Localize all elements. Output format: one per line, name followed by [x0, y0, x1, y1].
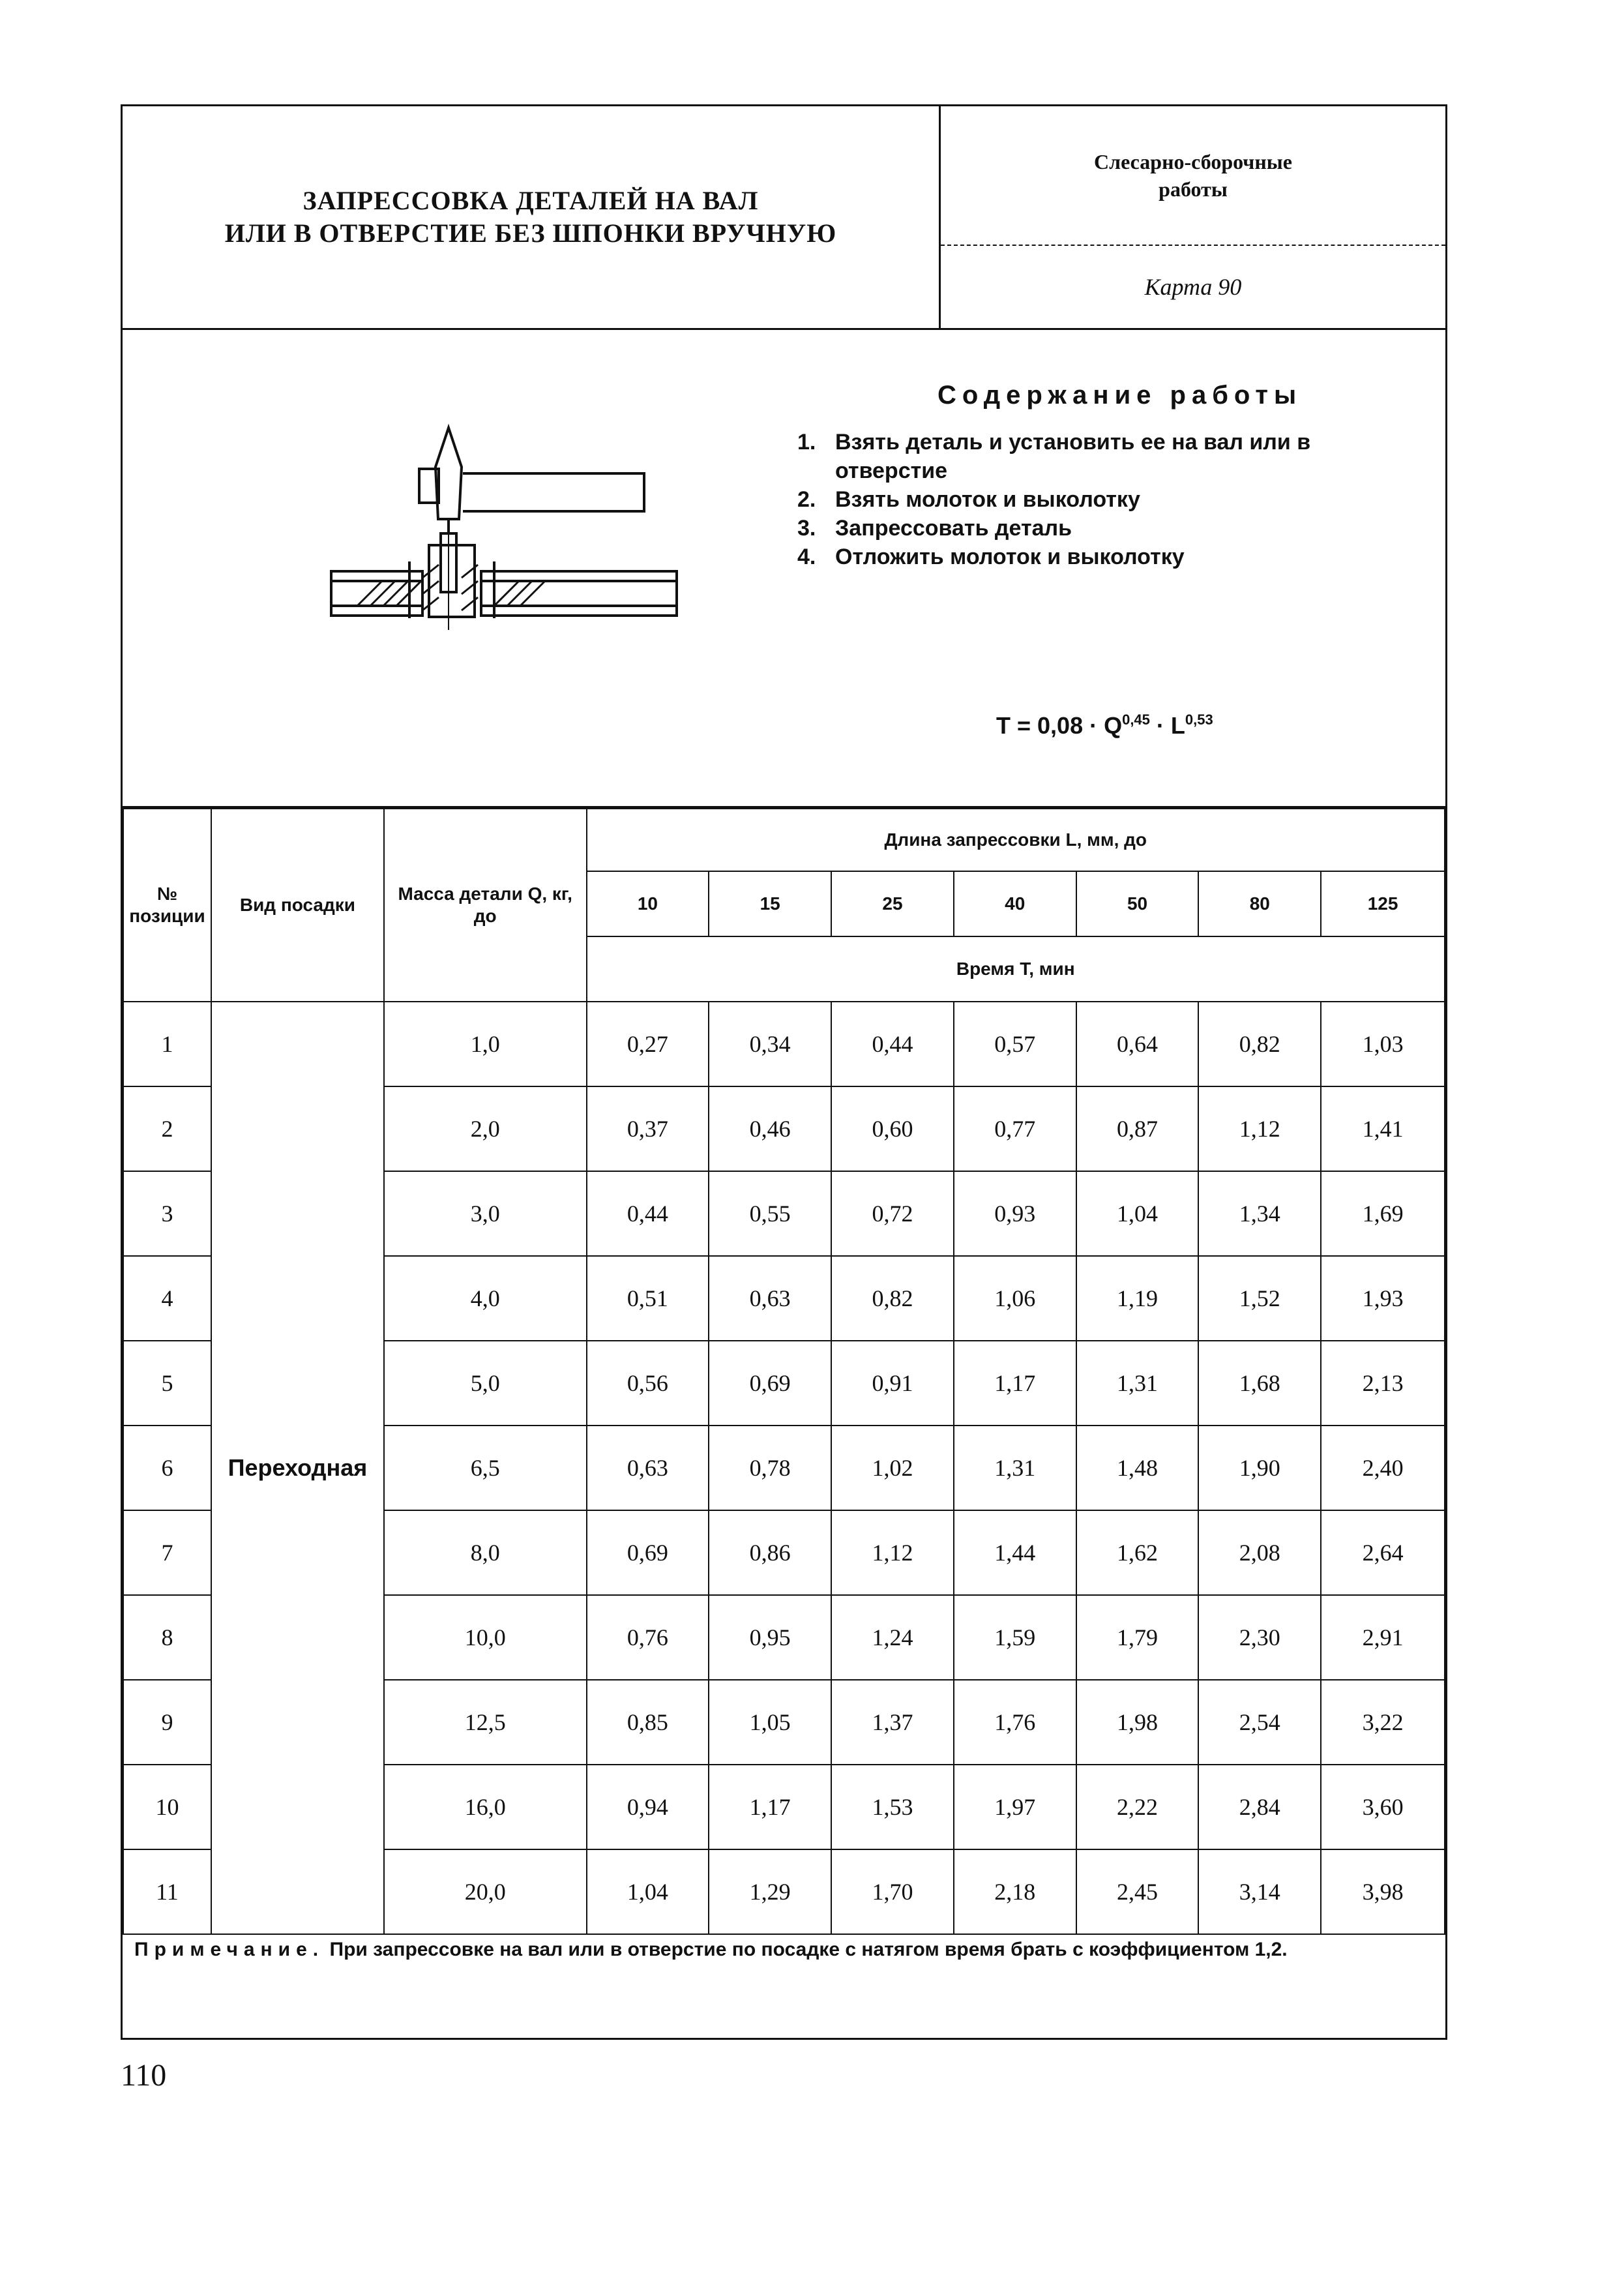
time-value-cell: 0,86: [709, 1510, 831, 1595]
time-value-cell: 1,31: [954, 1426, 1076, 1510]
time-value-cell: 1,97: [954, 1765, 1076, 1849]
time-value-cell: 2,18: [954, 1849, 1076, 1934]
title-line-1: ЗАПРЕССОВКА ДЕТАЛЕЙ НА ВАЛ: [303, 186, 759, 215]
time-value-cell: 1,03: [1321, 1002, 1445, 1086]
time-value-cell: 3,98: [1321, 1849, 1445, 1934]
time-value-cell: 0,63: [709, 1256, 831, 1341]
length-cell: 10: [587, 871, 709, 936]
time-value-cell: 2,64: [1321, 1510, 1445, 1595]
mass-cell: 3,0: [384, 1171, 587, 1256]
step-text: Отложить молоток и выколотку: [835, 545, 1185, 569]
time-value-cell: 1,62: [1076, 1510, 1199, 1595]
time-value-cell: 0,85: [587, 1680, 709, 1765]
content-title: Содержание работы: [937, 381, 1303, 410]
length-cell: 50: [1076, 871, 1199, 936]
step-text: Взять деталь и установить ее на вал или в отверстие: [835, 430, 1311, 483]
section-line-2: работы: [1159, 177, 1228, 201]
time-value-cell: 0,56: [587, 1341, 709, 1426]
time-value-cell: 1,68: [1198, 1341, 1321, 1426]
mass-cell: 1,0: [384, 1002, 587, 1086]
time-value-cell: 1,37: [831, 1680, 954, 1765]
time-value-cell: 1,17: [709, 1765, 831, 1849]
time-value-cell: 2,22: [1076, 1765, 1199, 1849]
header: [123, 106, 1445, 330]
punch-icon: [441, 532, 456, 630]
time-value-cell: 0,69: [587, 1510, 709, 1595]
time-value-cell: 3,60: [1321, 1765, 1445, 1849]
steps-list: [797, 428, 1423, 571]
time-value-cell: 0,77: [954, 1086, 1076, 1171]
time-value-cell: 0,37: [587, 1086, 709, 1171]
step-number: 2.: [797, 487, 816, 512]
position-cell: 2: [123, 1086, 211, 1171]
note-text: При запрессовке на вал или в отверстие по посадке с натягом время брать с коэффициентом 1,2.: [329, 1939, 1288, 1960]
work-content-section: [123, 330, 1445, 808]
formula-exponent-q: 0,45: [1122, 711, 1150, 728]
time-value-cell: 2,54: [1198, 1680, 1321, 1765]
time-value-cell: 1,90: [1198, 1426, 1321, 1510]
step-number: 1.: [797, 430, 816, 455]
time-formula: [996, 711, 1213, 739]
time-value-cell: 1,69: [1321, 1171, 1445, 1256]
col-header-position: № позиции: [123, 809, 211, 1002]
step-text: Запрессовать деталь: [835, 516, 1072, 541]
length-cell: 15: [709, 871, 831, 936]
position-cell: 8: [123, 1595, 211, 1680]
position-cell: 1: [123, 1002, 211, 1086]
time-value-cell: 0,72: [831, 1171, 954, 1256]
position-cell: 7: [123, 1510, 211, 1595]
hammer-press-illustration: [318, 382, 696, 643]
hammer-icon: [419, 428, 644, 533]
length-cell: 40: [954, 871, 1076, 936]
time-value-cell: 1,48: [1076, 1426, 1199, 1510]
time-value-cell: 0,94: [587, 1765, 709, 1849]
time-value-cell: 1,76: [954, 1680, 1076, 1765]
position-cell: 10: [123, 1765, 211, 1849]
time-value-cell: 3,14: [1198, 1849, 1321, 1934]
time-value-cell: 0,46: [709, 1086, 831, 1171]
section-name: [1094, 148, 1292, 203]
fit-type-cell: Переходная: [211, 1002, 384, 1934]
time-value-cell: 1,05: [709, 1680, 831, 1765]
step-item: [797, 428, 1423, 485]
col-header-time: Время T, мин: [587, 936, 1445, 1002]
col-header-fit: Вид посадки: [211, 809, 384, 1002]
time-value-cell: 0,69: [709, 1341, 831, 1426]
time-value-cell: 1,59: [954, 1595, 1076, 1680]
position-cell: 11: [123, 1849, 211, 1934]
time-value-cell: 0,60: [831, 1086, 954, 1171]
card-number: Карта 90: [1144, 274, 1242, 300]
time-value-cell: 1,04: [1076, 1171, 1199, 1256]
time-value-cell: 0,93: [954, 1171, 1076, 1256]
time-value-cell: 1,12: [831, 1510, 954, 1595]
time-value-cell: 0,57: [954, 1002, 1076, 1086]
time-value-cell: 2,30: [1198, 1595, 1321, 1680]
time-value-cell: 0,27: [587, 1002, 709, 1086]
position-cell: 4: [123, 1256, 211, 1341]
time-value-cell: 0,82: [831, 1256, 954, 1341]
section-line-1: Слесарно-сборочные: [1094, 150, 1292, 173]
time-value-cell: 1,70: [831, 1849, 954, 1934]
time-value-cell: 1,34: [1198, 1171, 1321, 1256]
time-value-cell: 1,29: [709, 1849, 831, 1934]
time-norms-table: [123, 808, 1445, 1935]
document-title: [225, 185, 837, 250]
position-cell: 6: [123, 1426, 211, 1510]
time-value-cell: 2,84: [1198, 1765, 1321, 1849]
time-value-cell: 0,63: [587, 1426, 709, 1510]
time-value-cell: 2,08: [1198, 1510, 1321, 1595]
time-value-cell: 0,82: [1198, 1002, 1321, 1086]
time-value-cell: 1,04: [587, 1849, 709, 1934]
step-number: 4.: [797, 545, 816, 569]
mass-cell: 6,5: [384, 1426, 587, 1510]
length-cell: 125: [1321, 871, 1445, 936]
time-value-cell: 0,64: [1076, 1002, 1199, 1086]
document-frame: [121, 104, 1447, 2040]
time-value-cell: 1,52: [1198, 1256, 1321, 1341]
note-label: Примечание.: [134, 1939, 325, 1960]
step-number: 3.: [797, 516, 816, 541]
mass-cell: 20,0: [384, 1849, 587, 1934]
time-value-cell: 0,44: [831, 1002, 954, 1086]
length-cell: 80: [1198, 871, 1321, 936]
position-cell: 3: [123, 1171, 211, 1256]
time-value-cell: 0,55: [709, 1171, 831, 1256]
time-value-cell: 1,06: [954, 1256, 1076, 1341]
time-value-cell: 0,44: [587, 1171, 709, 1256]
section-block: [941, 106, 1445, 246]
table-row: [123, 1002, 1445, 1086]
formula-exponent-l: 0,53: [1185, 711, 1213, 728]
time-value-cell: 1,44: [954, 1510, 1076, 1595]
time-value-cell: 1,12: [1198, 1086, 1321, 1171]
time-value-cell: 0,87: [1076, 1086, 1199, 1171]
time-value-cell: 1,19: [1076, 1256, 1199, 1341]
formula-base: T = 0,08 · Q: [996, 712, 1123, 739]
time-value-cell: 2,40: [1321, 1426, 1445, 1510]
time-value-cell: 1,24: [831, 1595, 954, 1680]
title-block: [123, 106, 941, 328]
step-item: [797, 485, 1423, 514]
mass-cell: 4,0: [384, 1256, 587, 1341]
time-value-cell: 0,91: [831, 1341, 954, 1426]
card-block: [941, 246, 1445, 328]
step-item: [797, 543, 1423, 571]
formula-mid: · L: [1149, 712, 1185, 739]
note: [123, 1918, 1445, 1965]
length-cell: 25: [831, 871, 954, 936]
position-cell: 5: [123, 1341, 211, 1426]
table-body: [123, 1002, 1445, 1934]
step-item: [797, 514, 1423, 543]
col-header-mass: Масса детали Q, кг, до: [384, 809, 587, 1002]
mass-cell: 8,0: [384, 1510, 587, 1595]
time-value-cell: 0,34: [709, 1002, 831, 1086]
time-value-cell: 1,31: [1076, 1341, 1199, 1426]
time-value-cell: 2,45: [1076, 1849, 1199, 1934]
time-value-cell: 2,13: [1321, 1341, 1445, 1426]
position-cell: 9: [123, 1680, 211, 1765]
time-value-cell: 1,41: [1321, 1086, 1445, 1171]
time-value-cell: 3,22: [1321, 1680, 1445, 1765]
mass-cell: 12,5: [384, 1680, 587, 1765]
time-value-cell: 0,78: [709, 1426, 831, 1510]
time-value-cell: 0,76: [587, 1595, 709, 1680]
time-value-cell: 2,91: [1321, 1595, 1445, 1680]
time-value-cell: 0,51: [587, 1256, 709, 1341]
col-header-length: Длина запрессовки L, мм, до: [587, 809, 1445, 871]
time-value-cell: 0,95: [709, 1595, 831, 1680]
time-value-cell: 1,93: [1321, 1256, 1445, 1341]
time-value-cell: 1,98: [1076, 1680, 1199, 1765]
time-value-cell: 1,02: [831, 1426, 954, 1510]
mass-cell: 16,0: [384, 1765, 587, 1849]
time-value-cell: 1,17: [954, 1341, 1076, 1426]
step-text: Взять молоток и выколотку: [835, 487, 1140, 512]
time-value-cell: 1,53: [831, 1765, 954, 1849]
title-line-2: ИЛИ В ОТВЕРСТИЕ БЕЗ ШПОНКИ ВРУЧНУЮ: [224, 218, 837, 248]
mass-cell: 10,0: [384, 1595, 587, 1680]
time-value-cell: 1,79: [1076, 1595, 1199, 1680]
page-number: 110: [121, 2058, 167, 2093]
base-plate-icon: [331, 571, 677, 616]
mass-cell: 2,0: [384, 1086, 587, 1171]
mass-cell: 5,0: [384, 1341, 587, 1426]
